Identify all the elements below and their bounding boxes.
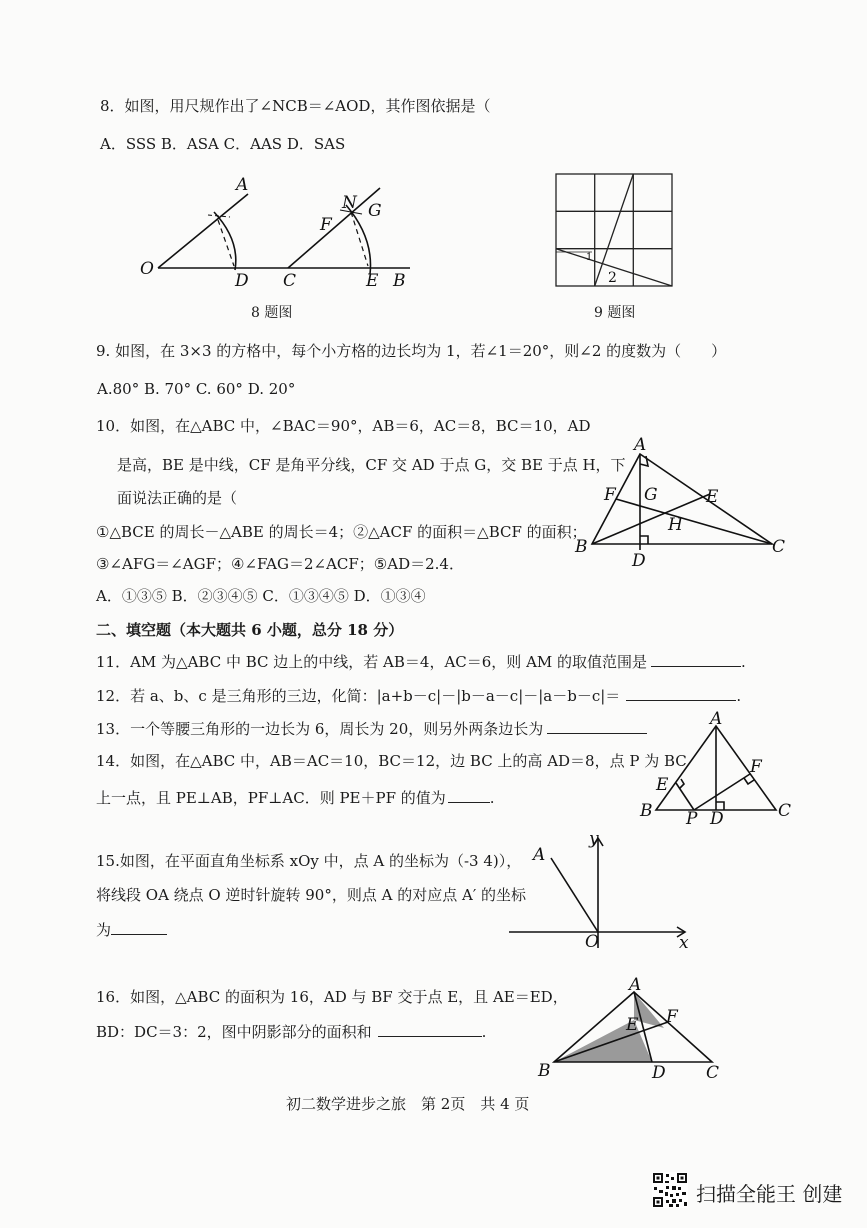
q10-label-H: H — [668, 515, 683, 535]
q10-line4: ①△BCE 的周长－△ABE 的周长＝4；②△ACF 的面积＝△BCF 的面积； — [96, 523, 587, 541]
q9-caption: 9 题图 — [594, 305, 636, 321]
q15-label-y: y — [589, 829, 599, 849]
q15-label-A: A — [533, 845, 546, 865]
q10-figure — [572, 432, 792, 572]
q10-label-A: A — [634, 435, 647, 455]
q9-angle-1: 1 — [586, 252, 593, 263]
scanner-watermark: 扫描全能王 创建 — [696, 1182, 843, 1206]
q10-label-B: B — [575, 537, 588, 557]
q8-label-N: N — [342, 193, 357, 213]
q11: 11．AM 为△ABC 中 BC 边上的中线，若 AB＝4，AC＝6，则 AM 的取值范围是 . — [96, 653, 746, 671]
q9-stem: 9. 如图，在 3×3 的方格中，每个小方格的边长均为 1，若∠1＝20°，则∠2 的度数为（ ） — [96, 342, 727, 360]
q14-line2: 上一点，且 PE⊥AB，PF⊥AC．则 PE＋PF 的值为 . — [96, 789, 495, 807]
q8-label-E: E — [366, 271, 379, 291]
q8-label-A: A — [236, 175, 249, 195]
q14-label-A: A — [710, 709, 723, 729]
q14-label-F: F — [750, 757, 762, 777]
q12: 12．若 a、b、c 是三角形的三边，化简：|a+b－c|－|b－a－c|－|a－b－c|＝ . — [96, 687, 742, 705]
q15-axes-figure — [505, 830, 700, 952]
q10-line1: 10．如图，在△ABC 中，∠BAC＝90°，AB＝6，AC＝8，BC＝10，AD — [96, 417, 591, 435]
q16-label-A: A — [629, 975, 642, 995]
q8-figure — [130, 170, 420, 295]
q16-line1: 16．如图，△ABC 的面积为 16，AD 与 BF 交于点 E，且 AE＝ED， — [96, 988, 568, 1006]
q15-label-x: x — [679, 933, 689, 953]
q14-label-E: E — [656, 775, 669, 795]
q8-options: A．SSS B．ASA C．AAS D．SAS — [100, 135, 346, 153]
q9-angle-2: 2 — [608, 270, 617, 286]
q8-label-C: C — [283, 271, 297, 291]
q8-caption: 8 题图 — [251, 305, 293, 321]
q14-label-D: D — [710, 809, 724, 829]
q8-label-O: O — [140, 259, 154, 279]
q14-label-P: P — [686, 809, 698, 829]
q16-label-B: B — [538, 1061, 551, 1081]
q14-label-B: B — [640, 801, 653, 821]
q14-label-C: C — [778, 801, 792, 821]
q16-label-D: D — [652, 1063, 666, 1083]
q9-options: A.80° B. 70° C. 60° D. 20° — [97, 380, 296, 398]
q8-stem: 8．如图，用尺规作出了∠NCB＝∠AOD，其作图依据是（ — [100, 97, 491, 115]
q16-figure — [536, 975, 736, 1084]
q8-label-F: F — [320, 215, 332, 235]
q10-line5: ③∠AFG＝∠AGF；④∠FAG＝2∠ACF；⑤AD＝2.4． — [96, 555, 464, 573]
q15-line2: 将线段 OA 绕点 O 逆时针旋转 90°，则点 A 的对应点 A′ 的坐标 — [96, 886, 526, 904]
q10-label-E: E — [706, 487, 719, 507]
q13: 13．一个等腰三角形的一边长为 6，周长为 20，则另外两条边长为 — [96, 719, 647, 738]
page-footer: 初二数学进步之旅 第 2页 共 4 页 — [286, 1095, 530, 1113]
q15-line3: 为 — [96, 920, 167, 939]
section2-title: 二、填空题（本大题共 6 小题，总分 18 分） — [96, 621, 404, 639]
q16-line2: BD：DC＝3：2，图中阴影部分的面积和 . — [96, 1023, 487, 1041]
q10-options: A．①③⑤ B．②③④⑤ C．①③④⑤ D．①③④ — [96, 587, 426, 605]
q10-label-D: D — [632, 551, 646, 571]
q8-label-D: D — [235, 271, 249, 291]
q16-label-E: E — [626, 1015, 639, 1035]
q8-label-G: G — [368, 201, 382, 221]
q14-line1: 14．如图，在△ABC 中，AB＝AC＝10，BC＝12，边 BC 上的高 AD＝8，点 P 为 BC — [96, 752, 687, 770]
q10-label-F: F — [604, 485, 616, 505]
q14-figure — [636, 708, 796, 829]
q10-label-G: G — [644, 485, 658, 505]
q15-line1: 15.如图，在平面直角坐标系 xOy 中，点 A 的坐标为（-3 4)）， — [96, 852, 522, 870]
qr-code-icon — [652, 1172, 688, 1208]
q10-line3: 面说法正确的是（ — [117, 489, 238, 507]
q9-grid-figure — [552, 172, 676, 290]
q10-line2: 是高，BE 是中线，CF 是角平分线，CF 交 AD 于点 G，交 BE 于点 H，下 — [117, 456, 626, 474]
q10-label-C: C — [772, 537, 786, 557]
q15-label-O: O — [585, 932, 599, 952]
q8-label-B: B — [393, 271, 406, 291]
q16-label-F: F — [666, 1007, 678, 1027]
q16-label-C: C — [706, 1063, 720, 1083]
